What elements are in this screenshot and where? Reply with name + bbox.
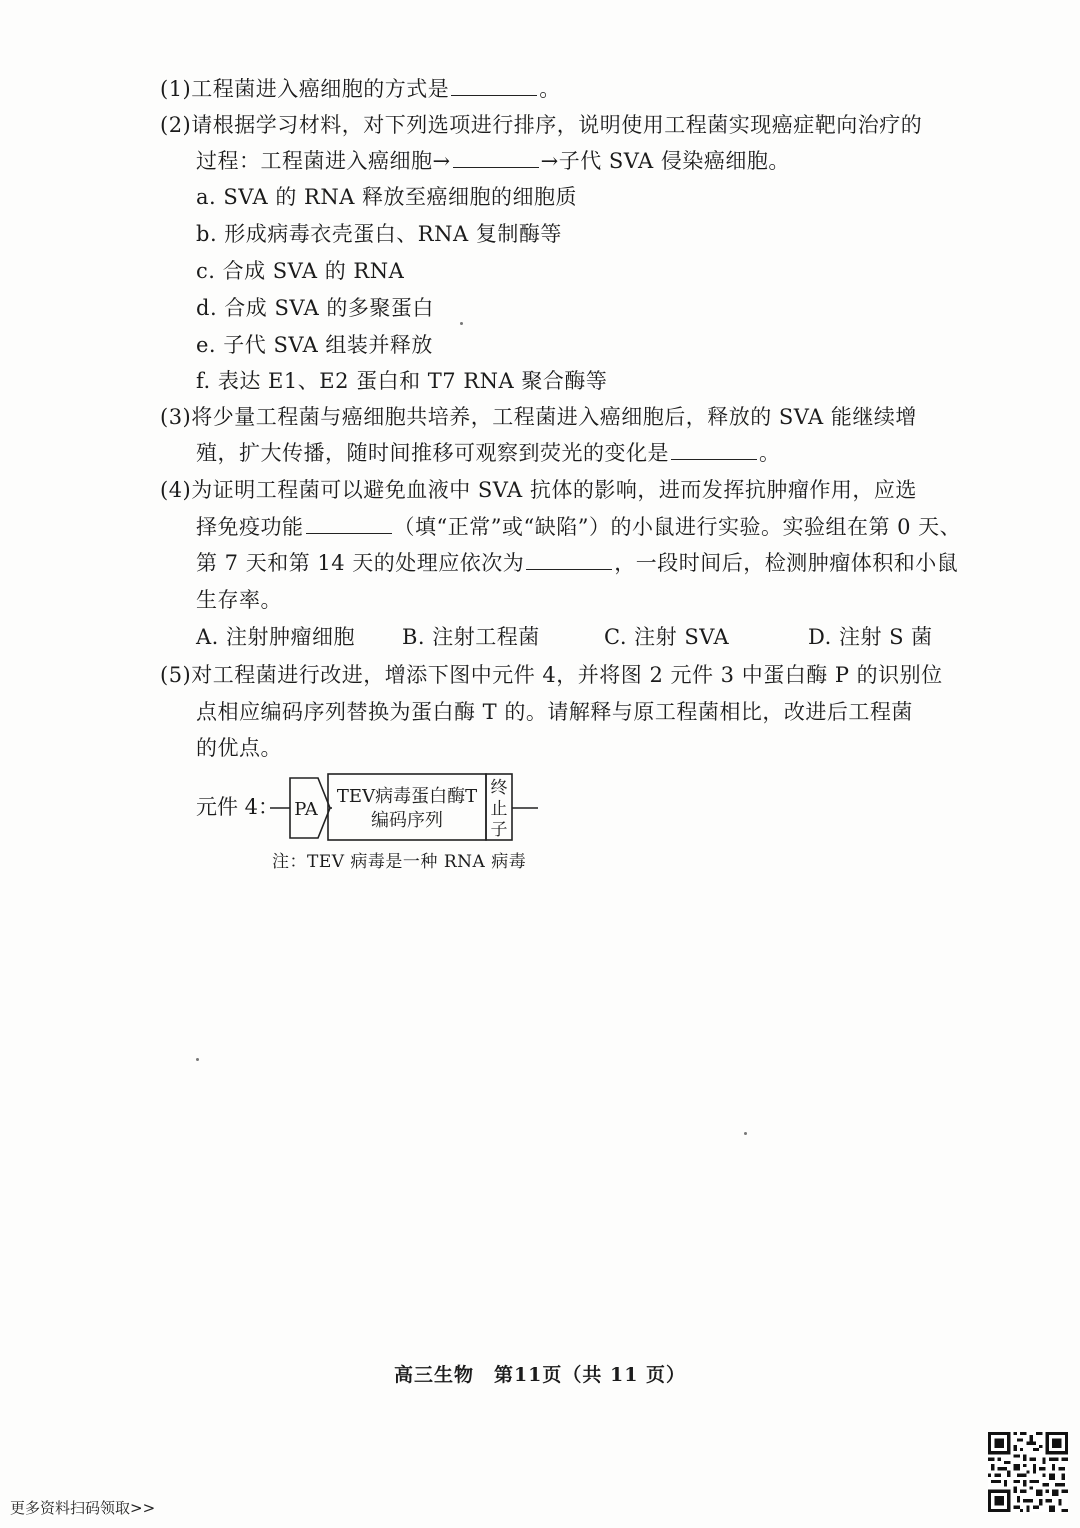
answer-blank[interactable] xyxy=(671,441,757,460)
question-3-line-2-prefix: 殖，扩大传播，随时间推移可观察到荧光的变化是 xyxy=(196,441,669,465)
terminator-char-1: 终 xyxy=(490,778,508,798)
question-2-line-2-suffix: →子代 SVA 侵染癌细胞。 xyxy=(540,149,790,173)
question-4-line-2-suffix: （填“正常”或“缺陷”）的小鼠进行实验。实验组在第 0 天、 xyxy=(393,515,962,539)
element-4-label: 元件 4： xyxy=(196,795,280,819)
question-5-line-2: 点相应编码序列替换为蛋白酶 T 的。请解释与原工程菌相比，改进后工程菌 xyxy=(196,700,913,724)
question-3-line-2-suffix: 。 xyxy=(759,441,781,465)
question-1-suffix: 。 xyxy=(539,77,561,101)
question-3-line-2 xyxy=(196,438,781,468)
coding-sequence-line-1: TEV病毒蛋白酶T xyxy=(336,786,478,807)
question-1 xyxy=(160,74,561,104)
diagram-note: 注：TEV 病毒是一种 RNA 病毒 xyxy=(272,852,527,872)
stray-mark xyxy=(460,322,463,325)
question-4-line-2 xyxy=(196,512,961,542)
option-a: a. SVA 的 RNA 释放至癌细胞的细胞质 xyxy=(196,185,578,209)
element-4-diagram xyxy=(270,772,540,842)
terminator-char-2: 止 xyxy=(490,799,508,819)
question-4-line-3-suffix: ，一段时间后，检测肿瘤体积和小鼠 xyxy=(614,551,959,575)
question-4-line-1: (4)为证明工程菌可以避免血液中 SVA 抗体的影响，进而发挥抗肿瘤作用，应选 xyxy=(160,478,917,502)
choice-b: B. 注射工程菌 xyxy=(402,625,540,649)
stray-mark xyxy=(196,1058,199,1061)
question-2-line-1: (2)请根据学习材料，对下列选项进行排序，说明使用工程菌实现癌症靶向治疗的 xyxy=(160,113,923,137)
answer-blank[interactable] xyxy=(306,515,392,534)
question-5-line-3: 的优点。 xyxy=(196,736,282,760)
option-f: f. 表达 E1、E2 蛋白和 T7 RNA 聚合酶等 xyxy=(196,369,608,393)
stray-mark xyxy=(744,1132,747,1135)
question-2-line-2 xyxy=(196,146,790,176)
answer-blank[interactable] xyxy=(451,77,537,96)
question-4-line-4: 生存率。 xyxy=(196,588,282,612)
choice-c: C. 注射 SVA xyxy=(604,625,730,649)
page-footer: 高三生物 第11页（共 11 页） xyxy=(393,1364,687,1386)
option-c: c. 合成 SVA 的 RNA xyxy=(196,259,405,283)
question-5-line-1: (5)对工程菌进行改进，增添下图中元件 4，并将图 2 元件 3 中蛋白酶 P 的识别位 xyxy=(160,663,943,687)
option-b: b. 形成病毒衣壳蛋白、RNA 复制酶等 xyxy=(196,222,562,246)
promo-link[interactable]: 更多资料扫码领取>> xyxy=(10,1499,156,1517)
option-d: d. 合成 SVA 的多聚蛋白 xyxy=(196,296,434,320)
choice-a: A. 注射肿瘤细胞 xyxy=(196,625,356,649)
terminator-char-3: 子 xyxy=(490,820,508,840)
question-4-line-2-prefix: 择免疫功能 xyxy=(196,515,304,539)
question-4-line-3 xyxy=(196,548,958,578)
coding-sequence-line-2: 编码序列 xyxy=(371,810,443,831)
question-3-line-1: (3)将少量工程菌与癌细胞共培养，工程菌进入癌细胞后，释放的 SVA 能继续增 xyxy=(160,405,917,429)
promoter-label: PA xyxy=(294,799,318,820)
answer-blank[interactable] xyxy=(526,551,612,570)
qr-code-icon[interactable] xyxy=(988,1432,1068,1512)
choice-d: D. 注射 S 菌 xyxy=(808,625,933,649)
option-e: e. 子代 SVA 组装并释放 xyxy=(196,333,433,357)
question-1-text: (1)工程菌进入癌细胞的方式是 xyxy=(160,77,450,101)
question-4-line-3-prefix: 第 7 天和第 14 天的处理应依次为 xyxy=(196,551,525,575)
answer-blank[interactable] xyxy=(453,149,539,168)
question-2-line-2-prefix: 过程：工程菌进入癌细胞→ xyxy=(196,149,451,173)
